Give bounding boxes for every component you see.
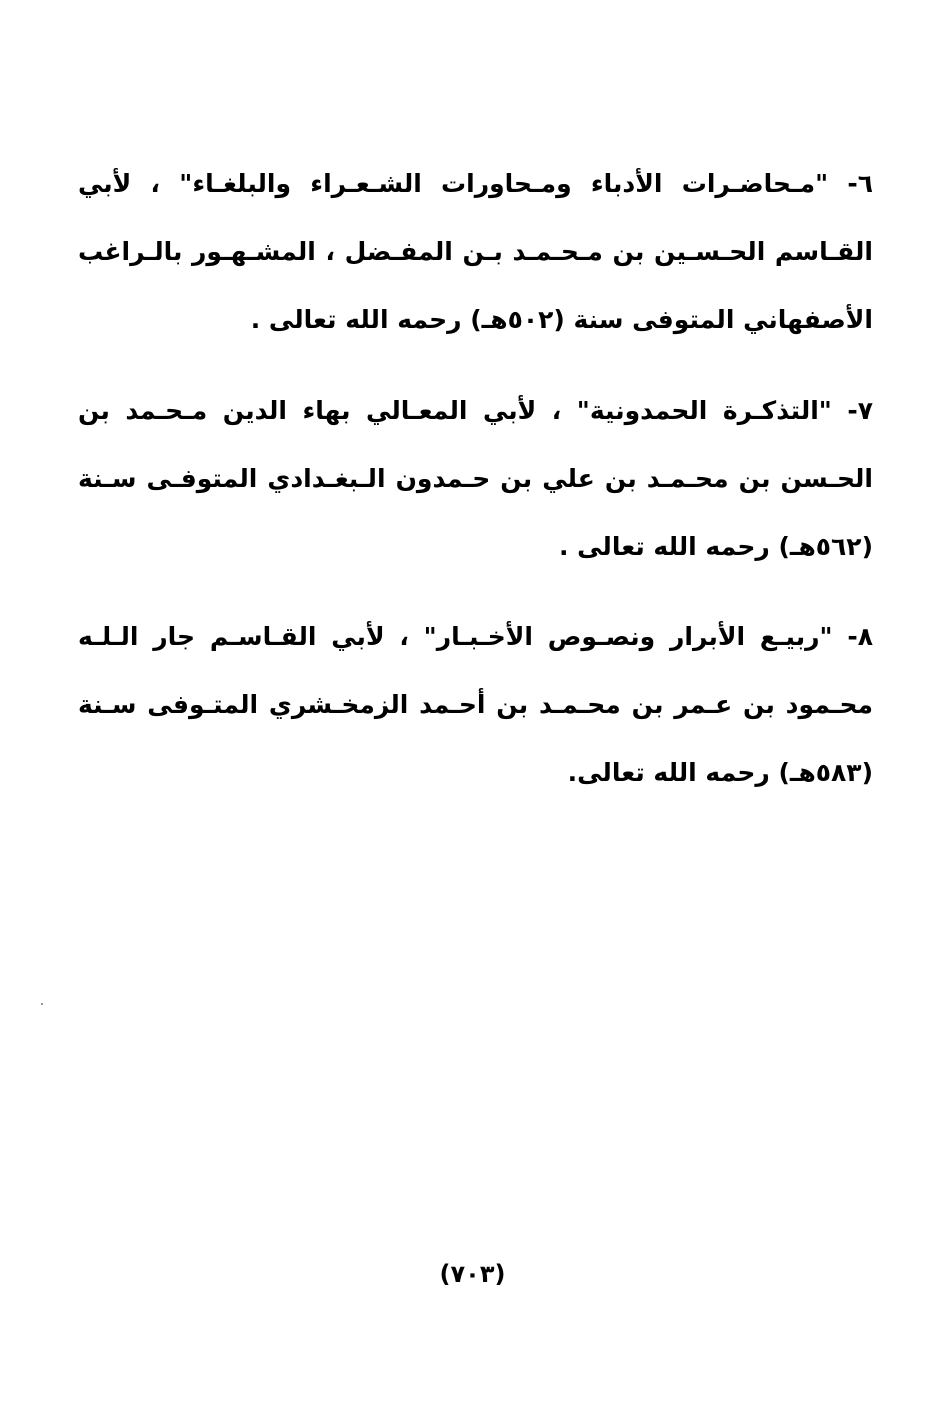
page-number: (٧٠٣) [439, 1260, 506, 1288]
bibliography-entry-7: ٧- "التذكـرة الحمدونية" ، لأبي المعـالي بهاء الدين مـحـمد بن الحـسن بن محـمـد بن علي بن حـمدون الـبغـدادي المتوفـى سـنة (٥٦٢هـ) رحمه الله تعالى . [78, 396, 873, 561]
bibliography-entry-8: ٨- "ربيـع الأبرار ونصـوص الأخـبـار" ، لأبي القـاسـم جار الـلـه محـمود بن عـمر بن محـمـد بن أحـمد الزمخـشري المتـوفى سـنة (٥٨٣هـ) رحمه الله تعالى. [78, 622, 873, 787]
scan-speck [41, 1003, 43, 1005]
bibliography-entry-6: ٦- "مـحاضـرات الأدباء ومـحاورات الشـعـراء والبلغـاء" ، لأبي القـاسم الحـسـين بن مـحـمـد بـن المفـضل ، المشـهـور بالـراغب الأصفهاني المتوفى سنة (٥٠٢هـ) رحمه الله تعالى . [78, 169, 873, 334]
